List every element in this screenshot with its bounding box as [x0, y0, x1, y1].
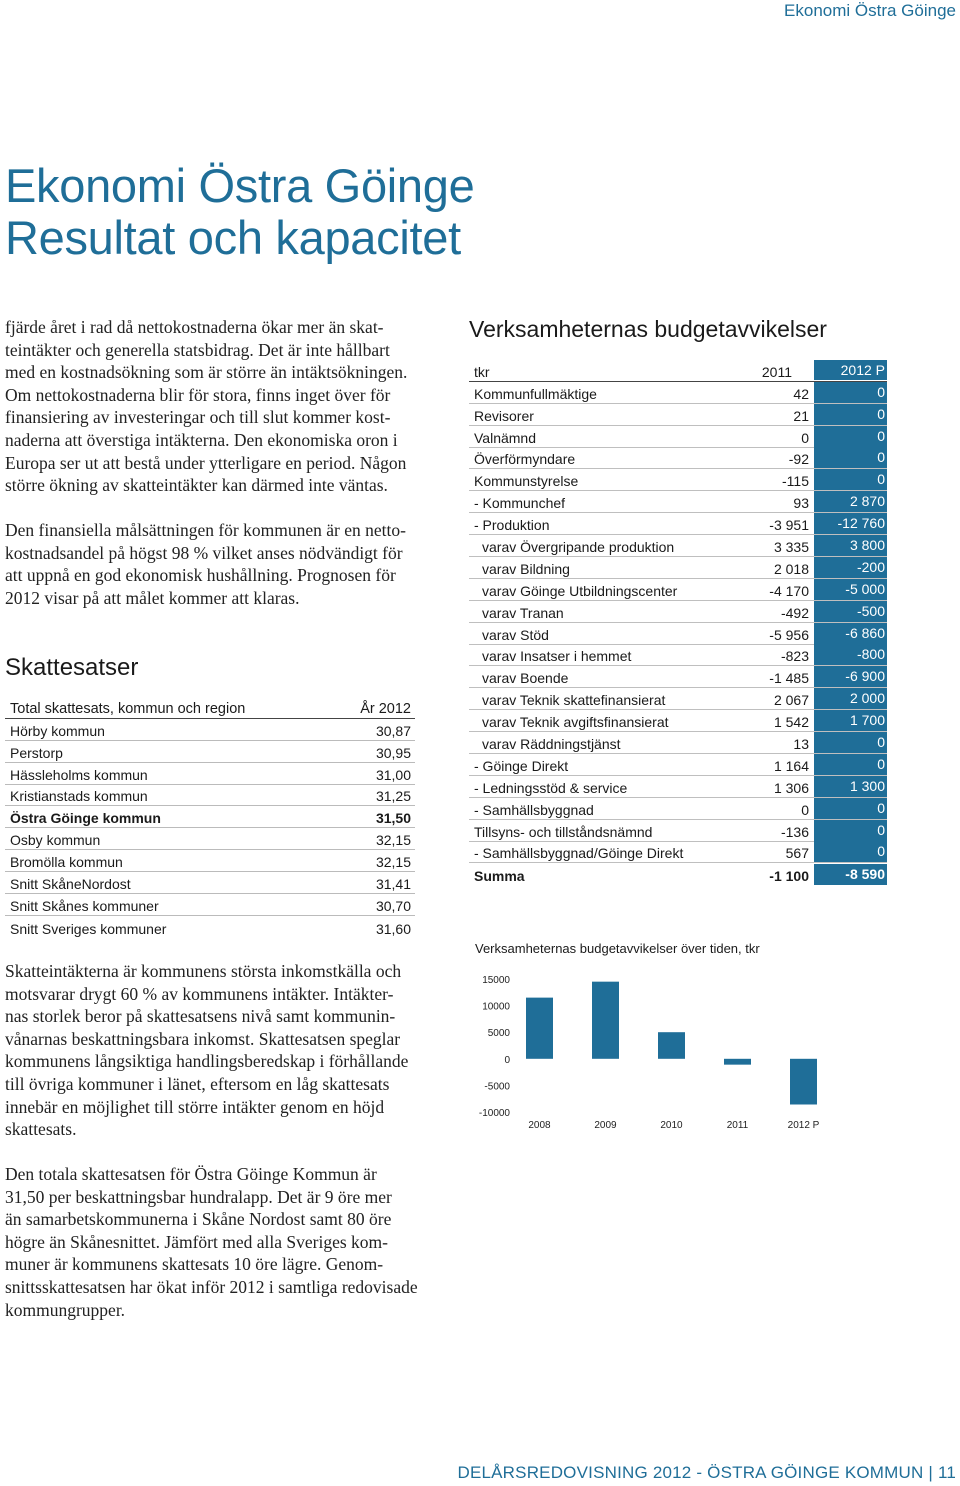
- text-line: innebär en möjlighet till större intäkter genom en höjd: [5, 1096, 385, 1117]
- tax-section-title: Skattesatser: [5, 654, 139, 681]
- page-title: Ekonomi Östra Göinge: [5, 159, 475, 212]
- text-line: Skatteintäkterna är kommunens största inkomstkälla och: [5, 961, 402, 981]
- text-line: kommunens långsiktiga handlingsberedskap i förhållande: [5, 1051, 409, 1072]
- row-label: Snitt SkåneNordost: [10, 876, 131, 893]
- row-value-2012: -500: [814, 601, 887, 622]
- row-value-2011: 42: [793, 385, 809, 402]
- row-value-2011: 0: [801, 801, 809, 818]
- row-value: 31,60: [375, 920, 411, 937]
- text-line: muner är kommunens skattesats 10 öre lägre. Genom-: [5, 1254, 384, 1275]
- row-value-2011: -92: [788, 451, 809, 468]
- row-value-2011: 1 306: [773, 779, 809, 796]
- sum-value-2011: -1 100: [769, 868, 809, 885]
- text-line: skattesats.: [5, 1119, 77, 1140]
- text-line: naderna att överstiga intäkterna. Den ekonomiska oron i: [5, 429, 398, 450]
- text-line: snittsskattesatsen har ökat inför 2012 i samtliga redovisade: [5, 1276, 418, 1297]
- row-value-2012: -800: [814, 644, 887, 665]
- row-value-2012: -12 760: [814, 513, 887, 534]
- text-line: motsvarar drygt 60 % av kommunens intäkter. Intäkter-: [5, 983, 394, 1004]
- text-line: Den finansiella målsättningen för kommunen är en netto-: [5, 520, 406, 540]
- table-header-label: tkr: [474, 363, 490, 380]
- text-line: att uppnå en god ekonomisk hushållning. Prognosen för: [5, 565, 396, 586]
- row-value-2012: 0: [814, 447, 887, 468]
- table-row: [469, 404, 887, 426]
- row-value: 30,70: [375, 897, 411, 914]
- row-label: varav Teknik avgiftsfinansierat: [482, 714, 669, 731]
- row-value-2011: 21: [793, 407, 809, 424]
- y-tick-label: 10000: [482, 1001, 510, 1013]
- text-line: nas storlek beror på skattesatsens nivå samt kommunin-: [5, 1006, 396, 1027]
- row-value-2011: 0: [801, 429, 809, 446]
- budget-section-title: Verksamheternas budgetavvikelser: [469, 316, 827, 342]
- row-value-2012: 0: [814, 426, 887, 447]
- text-line: med en kostnadsökning som är större än intäktsökningen.: [5, 362, 408, 383]
- table-sum-row: [469, 863, 887, 885]
- table-row: [469, 535, 887, 557]
- table-row: [469, 798, 887, 820]
- table-row: [469, 732, 887, 754]
- row-value-2011: -115: [782, 473, 809, 490]
- text-line: än samarbetskommunerna i Skåne Nordost samt 80 öre: [5, 1209, 392, 1230]
- row-value-2011: -3 951: [769, 517, 809, 534]
- row-label: Östra Göinge kommun: [10, 810, 161, 827]
- text-line: 31,50 per beskattningsbar hundralapp. Det är 9 öre mer: [5, 1186, 392, 1207]
- y-tick-label: 5000: [487, 1028, 510, 1040]
- page-subtitle: Resultat och kapacitet: [5, 211, 461, 264]
- row-label: - Produktion: [474, 517, 550, 534]
- x-tick-label: 2008: [528, 1120, 551, 1131]
- table-row: [5, 872, 415, 894]
- text-line: Den totala skattesatsen för Östra Göinge Kommun är: [5, 1164, 377, 1184]
- table-row: [469, 513, 887, 535]
- x-tick-label: 2009: [594, 1120, 617, 1131]
- table-header-label: Total skattesats, kommun och region: [10, 700, 246, 717]
- row-value: 31,41: [375, 876, 411, 893]
- row-value-2011: 2 067: [773, 692, 809, 709]
- table-header-row: [5, 697, 415, 719]
- row-value-2011: 1 542: [773, 714, 809, 731]
- row-value-2012: 0: [814, 732, 887, 753]
- row-value-2012: -5 000: [814, 579, 887, 600]
- text-line: fjärde året i rad då nettokostnaderna ökar mer än skat-: [5, 317, 384, 337]
- text-line: vånarnas beskattningsbara inkomst. Skattesatsen speglar: [5, 1028, 401, 1049]
- x-tick-label: 2010: [660, 1120, 683, 1131]
- table-row: [469, 688, 887, 710]
- table-row: [5, 894, 415, 916]
- row-label: varav Insatser i hemmet: [482, 648, 632, 665]
- text-line: Om nettokostnaderna blir för stora, finns inget över för: [5, 384, 391, 405]
- x-tick-label: 2012 P: [787, 1120, 820, 1131]
- row-value-2012: 0: [814, 382, 887, 403]
- text-line: kostnadsandel på högst 98 % vilket anses nödvändigt för: [5, 542, 403, 563]
- y-tick-label: -10000: [478, 1108, 510, 1119]
- table-header-value: År 2012: [360, 700, 411, 717]
- row-label: varav Teknik skattefinansierat: [482, 692, 666, 709]
- table-row: [469, 557, 887, 579]
- row-label: varav Bildning: [482, 560, 570, 577]
- table-row: [469, 842, 887, 864]
- row-label: varav Tranan: [482, 604, 564, 621]
- row-value-2011: -4 170: [769, 582, 809, 599]
- row-value-2012: 1 700: [814, 710, 887, 731]
- row-value-2012: 3 800: [814, 535, 887, 556]
- row-value-2011: -1 485: [769, 670, 809, 687]
- row-value-2011: 1 164: [773, 757, 809, 774]
- row-value-2011: -492: [780, 604, 809, 621]
- chart-bar: [526, 998, 553, 1059]
- chart-bar: [592, 982, 619, 1059]
- row-label: - Samhällsbyggnad: [474, 801, 594, 818]
- row-value-2012: 2 000: [814, 688, 887, 709]
- table-row: [469, 776, 887, 798]
- chart-bar: [724, 1059, 751, 1065]
- tax-paragraph-2: [5, 1163, 445, 1321]
- x-tick-label: 2011: [726, 1120, 749, 1131]
- row-label: - Kommunchef: [474, 495, 566, 512]
- chart-title: Verksamheternas budgetavvikelser över tiden, tkr: [475, 941, 760, 956]
- sum-value-2012: -8 590: [814, 864, 887, 885]
- text-line: kommungrupper.: [5, 1299, 126, 1320]
- budget-deviation-chart: [470, 965, 870, 1140]
- row-value-2012: 0: [814, 754, 887, 775]
- row-label: Revisorer: [474, 407, 534, 424]
- row-label: Valnämnd: [474, 429, 537, 446]
- tax-rate-table: [5, 697, 415, 938]
- chart-bar: [790, 1059, 817, 1105]
- table-row: [469, 491, 887, 513]
- row-value-2012: 0: [814, 404, 887, 425]
- row-value: 32,15: [375, 832, 411, 849]
- text-line: Europa ser ut att bestå under ytterligare en period. Någon: [5, 452, 407, 473]
- row-value-2011: 2 018: [773, 560, 809, 577]
- row-label: varav Boende: [482, 670, 569, 687]
- table-row: [469, 623, 887, 645]
- row-value-2011: 567: [785, 845, 809, 862]
- text-line: till övriga kommuner i länet, eftersom en låg skattesats: [5, 1073, 390, 1094]
- table-row: [469, 710, 887, 732]
- table-row: [469, 382, 887, 404]
- row-value: 32,15: [375, 854, 411, 871]
- table-header-col-2011: 2011: [761, 363, 792, 380]
- text-line: teintäkter och generella statsbidrag. Det är inte hållbart: [5, 339, 390, 360]
- table-row: [469, 469, 887, 491]
- row-value: 31,50: [375, 810, 411, 827]
- row-value-2012: -6 860: [814, 623, 887, 644]
- row-label: Kristianstads kommun: [10, 788, 148, 805]
- chart-bar: [658, 1032, 685, 1059]
- table-row: [5, 741, 415, 763]
- table-row: [469, 820, 887, 842]
- table-row: [5, 806, 415, 828]
- row-value-2012: 2 870: [814, 491, 887, 512]
- row-label: Snitt Sveriges kommuner: [10, 920, 167, 937]
- row-label: - Göinge Direkt: [474, 757, 569, 774]
- table-row: [469, 601, 887, 623]
- page-footer: DELÅRSREDOVISNING 2012 - ÖSTRA GÖINGE KOMMUN | 11: [457, 1463, 956, 1482]
- text-line: finansiering av investeringar och till slut kommer kost-: [5, 407, 391, 428]
- row-label: varav Övergripande produktion: [482, 539, 675, 556]
- row-value-2012: 0: [814, 820, 887, 841]
- sum-label: Summa: [474, 868, 525, 885]
- row-value-2012: -6 900: [814, 666, 887, 687]
- table-row: [5, 785, 415, 807]
- row-value-2011: 93: [793, 495, 809, 512]
- row-value: 30,95: [375, 744, 411, 761]
- row-label: Hässleholms kommun: [10, 766, 148, 783]
- table-row: [5, 850, 415, 872]
- table-row: [469, 754, 887, 776]
- table-row: [469, 645, 887, 667]
- row-value-2012: -200: [814, 557, 887, 578]
- table-row: [5, 916, 415, 938]
- table-row: [5, 719, 415, 741]
- intro-paragraph-2: [5, 519, 445, 609]
- row-label: Osby kommun: [10, 832, 101, 849]
- y-tick-label: 0: [504, 1054, 510, 1066]
- row-label: Snitt Skånes kommuner: [10, 897, 159, 914]
- row-label: Överförmyndare: [474, 451, 576, 468]
- table-header-row: [469, 360, 887, 382]
- row-label: Perstorp: [10, 744, 63, 761]
- table-row: [469, 579, 887, 601]
- running-header: Ekonomi Östra Göinge: [784, 1, 956, 20]
- row-label: varav Göinge Utbildningscenter: [482, 582, 678, 599]
- row-value-2012: 0: [814, 469, 887, 490]
- table-row: [469, 666, 887, 688]
- table-row: [5, 763, 415, 785]
- text-line: 2012 visar på att målet kommer att klaras.: [5, 587, 300, 608]
- y-tick-label: 15000: [482, 975, 510, 986]
- y-tick-label: -5000: [484, 1081, 510, 1093]
- row-label: Kommunstyrelse: [474, 473, 579, 490]
- table-row: [5, 828, 415, 850]
- row-label: - Samhällsbyggnad/Göinge Direkt: [474, 845, 684, 862]
- row-value-2012: 1 300: [814, 776, 887, 797]
- table-header-col-2012: 2012 P: [814, 360, 887, 381]
- row-value-2011: 3 335: [773, 539, 809, 556]
- row-label: Kommunfullmäktige: [474, 385, 597, 402]
- intro-paragraph-1: [5, 316, 445, 497]
- table-row: [469, 448, 887, 470]
- row-value: 31,00: [375, 766, 411, 783]
- row-label: Hörby kommun: [10, 722, 105, 739]
- budget-table: [469, 360, 887, 885]
- text-line: större ökning av skatteintäkter kan därmed inte väntas.: [5, 475, 388, 496]
- row-value-2012: 0: [814, 841, 887, 862]
- row-value-2011: -136: [780, 823, 809, 840]
- row-value-2012: 0: [814, 798, 887, 819]
- row-value: 30,87: [375, 722, 411, 739]
- row-value-2011: -823: [780, 648, 809, 665]
- row-label: Tillsyns- och tillståndsnämnd: [474, 823, 653, 840]
- row-value-2011: -5 956: [769, 626, 809, 643]
- row-label: varav Stöd: [482, 626, 549, 643]
- row-label: varav Räddningstjänst: [482, 736, 621, 753]
- row-label: - Ledningsstöd & service: [474, 779, 628, 796]
- tax-paragraph-1: [5, 960, 445, 1141]
- row-label: Bromölla kommun: [10, 854, 123, 871]
- text-line: högre än Skånesnittet. Jämfört med alla Sveriges kom-: [5, 1231, 388, 1252]
- row-value: 31,25: [375, 788, 411, 805]
- table-row: [469, 426, 887, 448]
- row-value-2011: 13: [793, 736, 809, 753]
